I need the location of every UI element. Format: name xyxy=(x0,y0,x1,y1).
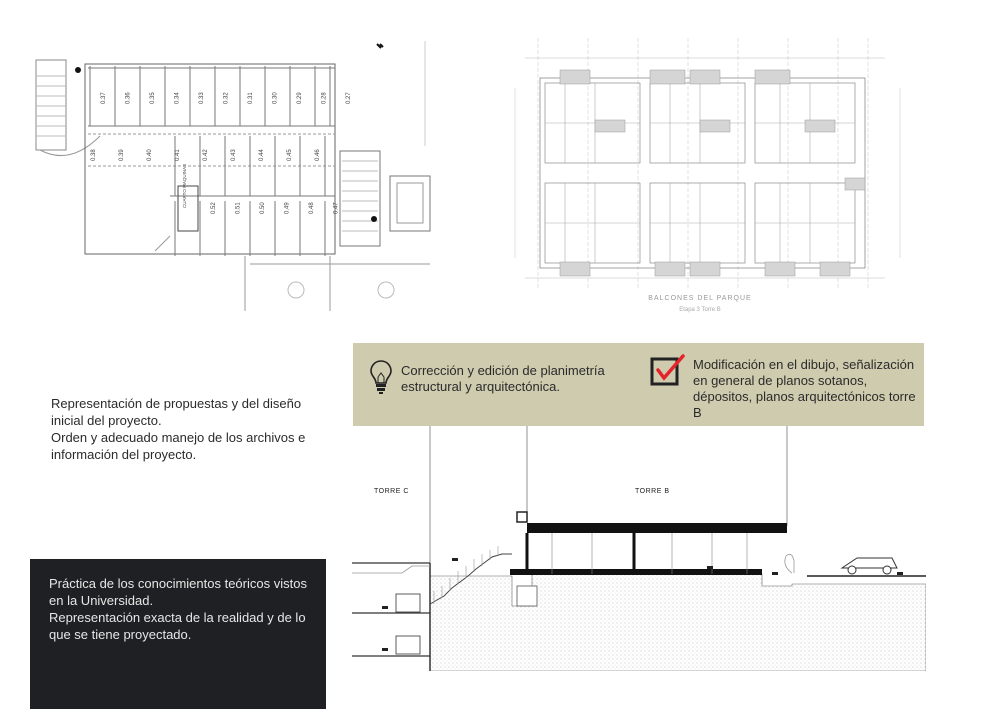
room-label: CUARTO MAQUINAS xyxy=(182,163,187,208)
project-description xyxy=(51,395,321,463)
storage-label: 0.37 xyxy=(101,92,107,104)
storage-label: 0.39 xyxy=(119,149,125,161)
storage-label: 0.51 xyxy=(235,202,242,214)
storage-label: 0.43 xyxy=(231,149,237,161)
storage-label: 0.44 xyxy=(259,149,265,161)
checkbox-checked-icon xyxy=(650,354,686,388)
banner-item1-text: Corrección y edición de planimetría estructural y arquitectónica. xyxy=(401,363,605,394)
storage-label: 0.41 xyxy=(175,149,181,161)
storage-label: 0.50 xyxy=(260,202,266,214)
storage-label: 0.45 xyxy=(287,149,293,161)
storage-label: 0.27 xyxy=(346,92,352,104)
storage-label: 0.47 xyxy=(333,202,340,214)
storage-label: 0.49 xyxy=(284,202,291,214)
practice-para2: Representación exacta de la realidad y de lo que se tiene proyectado. xyxy=(49,610,306,642)
storage-label: 0.48 xyxy=(309,202,315,214)
plan-title: BALCONES DEL PARQUE xyxy=(648,295,752,302)
tower-c-label: TORRE C xyxy=(374,488,409,495)
description-para2: Orden y adecuado manejo de los archivos e información del proyecto. xyxy=(51,430,306,462)
storage-label: 0.28 xyxy=(321,92,328,104)
plan-subtitle: Etapa 3 Torre B xyxy=(679,307,721,313)
storage-label: 0.31 xyxy=(248,92,254,104)
tower-floor-plan xyxy=(505,28,910,323)
practice-para1: Práctica de los conocimientos teóricos vistos en la Universidad. xyxy=(49,576,307,608)
storage-label: 0.35 xyxy=(150,92,156,104)
storage-label: 0.30 xyxy=(272,92,279,104)
storage-label: 0.33 xyxy=(199,92,205,104)
storage-label: 0.29 xyxy=(297,92,303,104)
tower-b-label: TORRE B xyxy=(635,488,670,495)
description-para1: Representación de propuestas y del diseño inicial del proyecto. xyxy=(51,396,302,428)
storage-label: 0.46 xyxy=(315,149,321,161)
banner-item2-text: Modificación en el dibujo, señalización en general de planos sotanos, dépositos, planos arquitectónicos torre B xyxy=(693,357,916,420)
storage-label: 0.36 xyxy=(125,92,132,104)
storage-label: 0.42 xyxy=(203,149,209,161)
storage-label: 0.38 xyxy=(91,149,97,161)
storage-label: 0.32 xyxy=(223,92,230,104)
practice-text xyxy=(49,575,314,643)
storage-label: 0.40 xyxy=(147,149,153,161)
storage-label: 0.34 xyxy=(174,92,181,104)
storage-label: 0.52 xyxy=(211,202,217,214)
tasks-banner xyxy=(353,343,924,426)
storage-floor-plan xyxy=(30,36,440,326)
lightbulb-icon xyxy=(369,359,393,397)
building-section xyxy=(352,426,926,671)
